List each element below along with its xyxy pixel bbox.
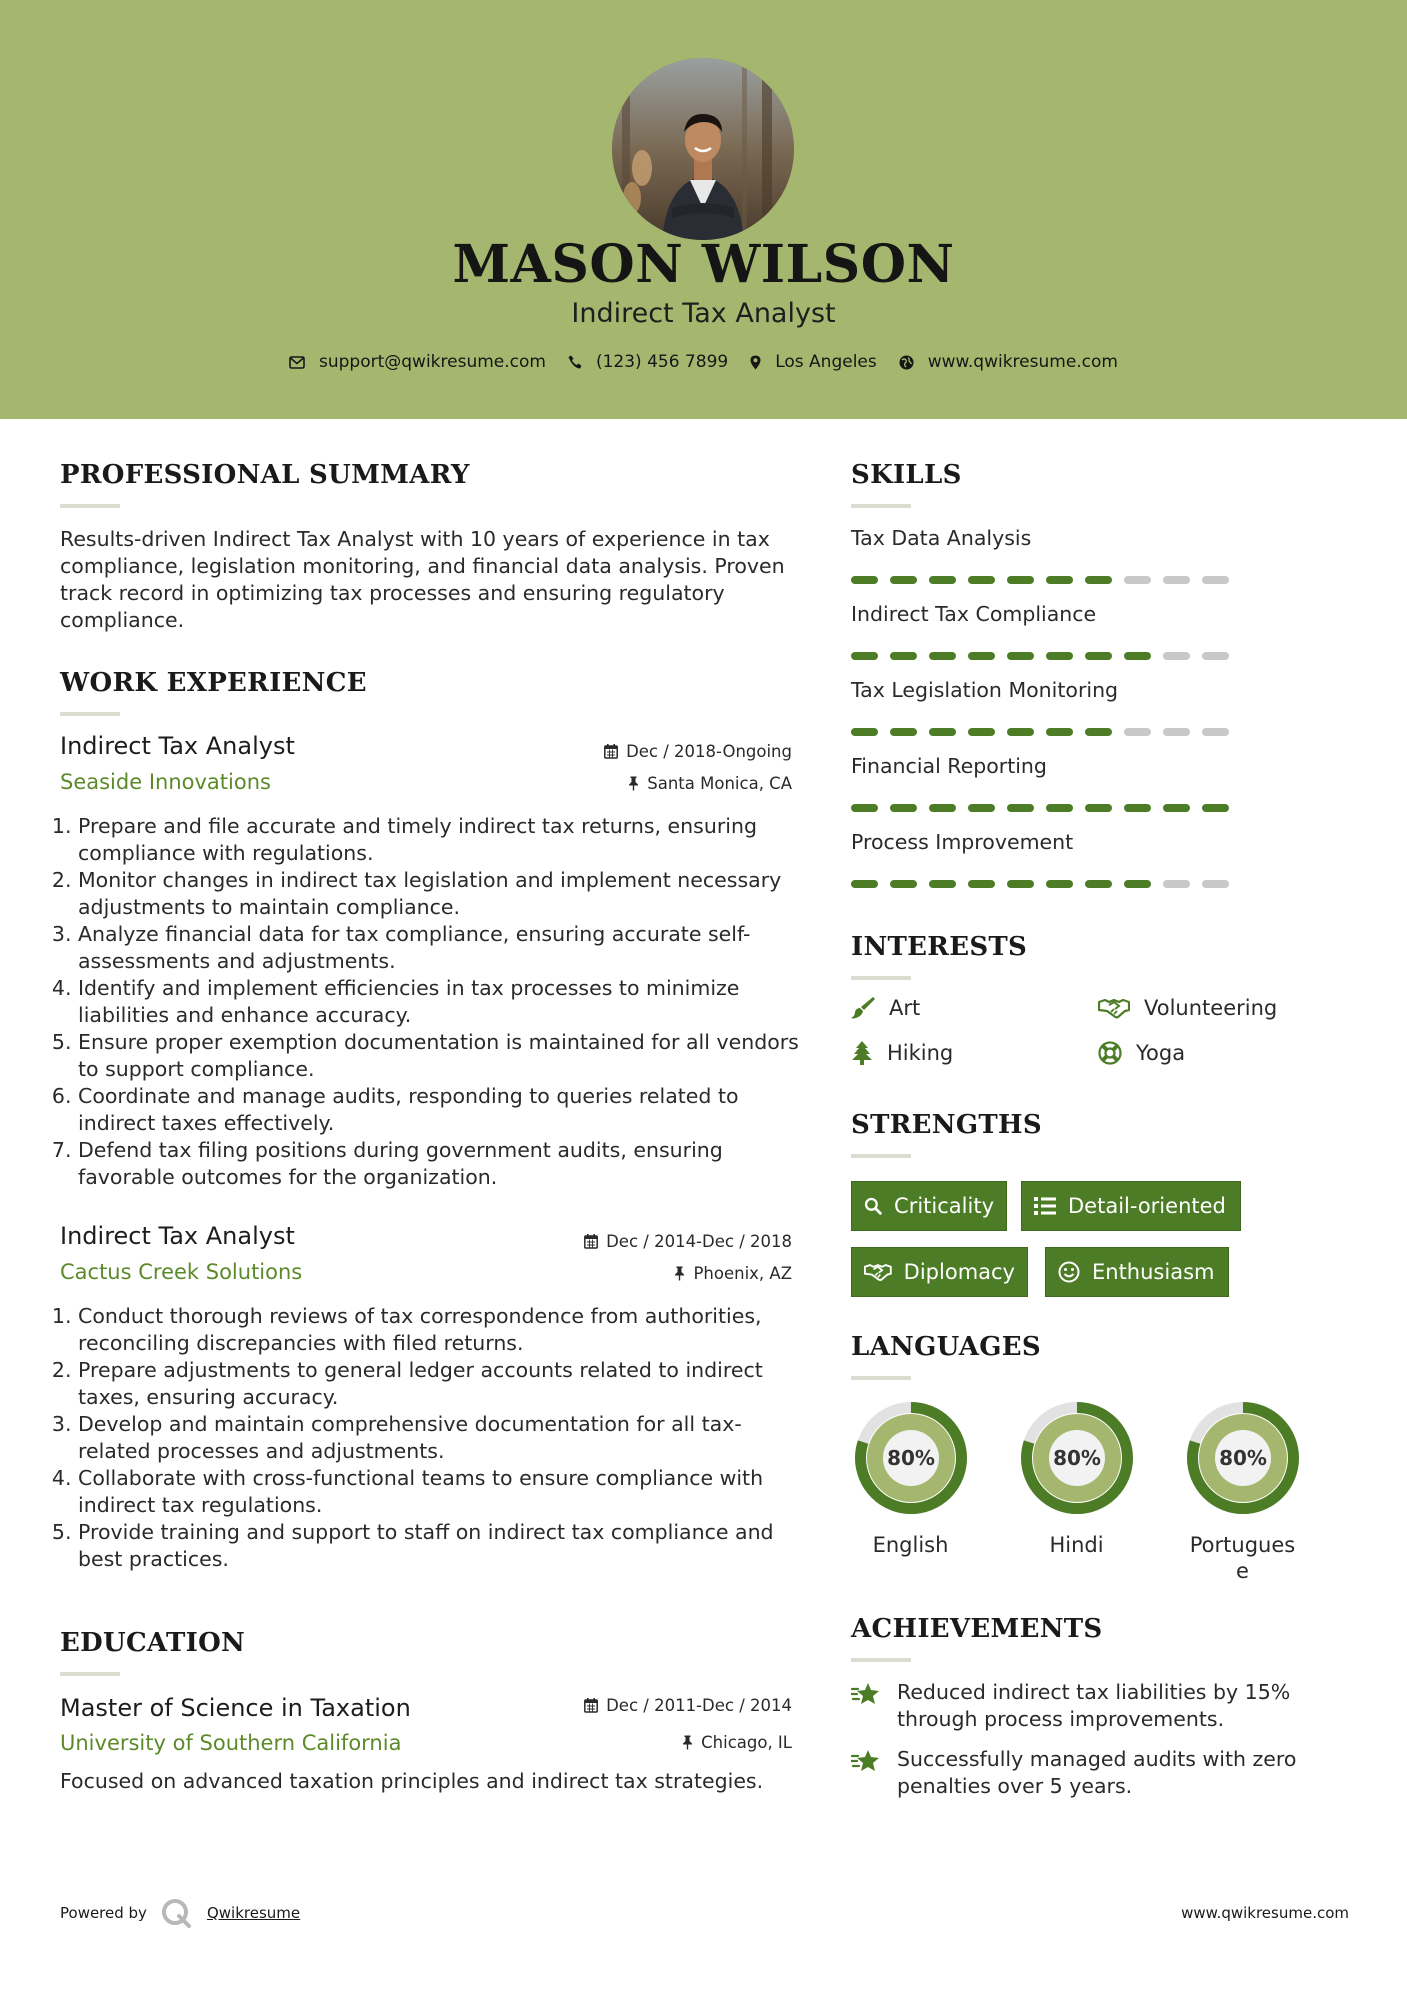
language-progress-ring	[849, 1396, 973, 1520]
job-bullet: 4. Identify and implement efficiencies in tax processes to minimize liabilities and enhance accuracy.	[78, 975, 808, 1029]
skill-rating-dash	[1124, 804, 1151, 812]
globe-icon	[899, 355, 914, 370]
skill-rating-dash	[1202, 880, 1229, 888]
paintbrush-icon	[851, 996, 875, 1020]
skill-rating-dash	[1046, 652, 1073, 660]
star-badge-icon	[851, 1748, 881, 1776]
skill-rating-dash	[1124, 728, 1151, 736]
contact-email[interactable]	[289, 352, 546, 372]
experience-divider	[60, 712, 120, 716]
map-marker-icon	[750, 355, 761, 370]
skill-rating	[851, 576, 1229, 584]
contact-website[interactable]	[899, 352, 1118, 372]
job-date-text: Dec / 2018-Ongoing	[626, 742, 792, 761]
pushpin-icon	[674, 1266, 685, 1281]
strength-label: Enthusiasm	[1092, 1260, 1215, 1284]
education-location-text: Chicago, IL	[701, 1733, 792, 1752]
skill-rating-dash	[968, 652, 995, 660]
job-bullets	[60, 1303, 808, 1573]
skill-rating-dash	[968, 880, 995, 888]
job-location-text: Santa Monica, CA	[647, 774, 792, 793]
experience-heading: WORK EXPERIENCE	[60, 668, 367, 698]
skill-name: Tax Legislation Monitoring	[851, 678, 1119, 702]
smile-icon	[1058, 1261, 1080, 1283]
job-location	[628, 774, 792, 793]
contact-location	[750, 352, 877, 372]
skill-rating-dash	[929, 804, 956, 812]
skill-rating-dash	[1046, 880, 1073, 888]
skill-rating-dash	[1007, 652, 1034, 660]
strength-chip	[1021, 1181, 1241, 1231]
header-banner	[0, 0, 1407, 419]
skill-rating	[851, 728, 1229, 736]
job-bullet: 4. Collaborate with cross-functional teams to ensure compliance with indirect tax regulations.	[78, 1465, 808, 1519]
handshake-icon	[864, 1262, 892, 1282]
footer-branding	[60, 1898, 300, 1928]
candidate-name: MASON WILSON	[452, 234, 955, 295]
qwikresume-link[interactable]: Qwikresume	[206, 1904, 301, 1922]
job-date	[604, 742, 792, 761]
strength-label: Detail-oriented	[1068, 1194, 1226, 1218]
job-bullet: 5. Ensure proper exemption documentation is maintained for all vendors to support compliance.	[78, 1029, 808, 1083]
skill-rating-dash	[929, 880, 956, 888]
language-progress-ring	[1181, 1396, 1305, 1520]
skill-rating-dash	[1124, 880, 1151, 888]
job-company: Cactus Creek Solutions	[60, 1260, 303, 1284]
contact-location-text: Los Angeles	[775, 352, 877, 372]
candidate-title: Indirect Tax Analyst	[571, 298, 836, 329]
achievements-divider	[851, 1658, 911, 1662]
strengths-heading: STRENGTHS	[851, 1110, 1042, 1140]
interest-label: Art	[889, 996, 921, 1020]
skill-rating-dash	[1202, 652, 1229, 660]
achievement-item	[851, 1746, 1311, 1800]
interest-label: Volunteering	[1144, 996, 1278, 1020]
skill-rating-dash	[1163, 804, 1190, 812]
job-location	[674, 1264, 792, 1283]
skill-rating-dash	[851, 804, 878, 812]
skill-rating-dash	[890, 880, 917, 888]
skill-rating-dash	[1007, 880, 1034, 888]
footer-website[interactable]: www.qwikresume.com	[1181, 1904, 1349, 1922]
languages-divider	[851, 1376, 911, 1380]
education-date-text: Dec / 2011-Dec / 2014	[606, 1696, 792, 1715]
skill-rating-dash	[1124, 576, 1151, 584]
skill-name: Indirect Tax Compliance	[851, 602, 1097, 626]
handshake-icon	[1098, 997, 1130, 1019]
skill-rating-dash	[851, 652, 878, 660]
strength-label: Criticality	[894, 1194, 994, 1218]
strength-chip	[851, 1181, 1007, 1231]
skill-rating-dash	[968, 576, 995, 584]
contact-phone[interactable]	[568, 352, 728, 372]
skill-rating-dash	[1046, 804, 1073, 812]
pushpin-icon	[682, 1735, 693, 1750]
skill-rating-dash	[1046, 576, 1073, 584]
education-date	[584, 1696, 792, 1715]
skill-name: Financial Reporting	[851, 754, 1047, 778]
skill-rating-dash	[1085, 728, 1112, 736]
interest-label: Hiking	[887, 1041, 954, 1065]
interest-label: Yoga	[1136, 1041, 1186, 1065]
languages-heading: LANGUAGES	[851, 1332, 1041, 1362]
skill-rating-dash	[1163, 652, 1190, 660]
skill-rating-dash	[929, 576, 956, 584]
skill-name: Process Improvement	[851, 830, 1074, 854]
skill-rating-dash	[1124, 652, 1151, 660]
contact-website-text: www.qwikresume.com	[927, 352, 1118, 372]
contact-email-text: support@qwikresume.com	[319, 352, 546, 372]
language-item	[1014, 1396, 1139, 1558]
achievements-heading: ACHIEVEMENTS	[851, 1614, 1103, 1644]
profile-photo	[612, 58, 794, 240]
skill-rating-dash	[1085, 652, 1112, 660]
interest-item	[851, 996, 920, 1020]
achievement-item	[851, 1679, 1311, 1733]
education-degree: Master of Science in Taxation	[60, 1694, 411, 1722]
tree-icon	[851, 1041, 873, 1065]
skills-divider	[851, 504, 911, 508]
job-bullet: 6. Coordinate and manage audits, responding to queries related to indirect taxes effectively.	[78, 1083, 808, 1137]
strength-chip	[1045, 1247, 1229, 1297]
interest-item	[1098, 1041, 1185, 1065]
job-bullet: 3. Analyze financial data for tax compliance, ensuring accurate self-assessments and adjustments.	[78, 921, 808, 975]
language-progress-ring	[1015, 1396, 1139, 1520]
job-bullet: 2. Prepare adjustments to general ledger accounts related to indirect taxes, ensuring accuracy.	[78, 1357, 808, 1411]
language-percent: 80%	[1052, 1446, 1101, 1470]
job-bullets	[60, 813, 808, 1191]
language-item	[1180, 1396, 1305, 1584]
skill-rating-dash	[1046, 728, 1073, 736]
job-company: Seaside Innovations	[60, 770, 271, 794]
contact-phone-text: (123) 456 7899	[595, 352, 729, 372]
qwikresume-logo-icon	[161, 1898, 193, 1928]
job-bullet: 1. Conduct thorough reviews of tax correspondence from authorities, reconciling discrepancies with filed returns.	[78, 1303, 808, 1357]
powered-by-label: Powered by	[60, 1904, 147, 1922]
skill-rating-dash	[1163, 576, 1190, 584]
job-location-text: Phoenix, AZ	[693, 1264, 792, 1283]
skill-rating-dash	[968, 728, 995, 736]
education-divider	[60, 1672, 120, 1676]
language-percent: 80%	[886, 1446, 935, 1470]
skill-rating-dash	[1202, 728, 1229, 736]
strengths-divider	[851, 1154, 911, 1158]
education-text: Focused on advanced taxation principles and indirect tax strategies.	[60, 1769, 764, 1793]
education-heading: EDUCATION	[60, 1628, 246, 1658]
summary-heading: PROFESSIONAL SUMMARY	[60, 460, 470, 490]
language-percent: 80%	[1218, 1446, 1267, 1470]
summary-divider	[60, 504, 120, 508]
language-name: English	[872, 1533, 949, 1557]
education-location	[682, 1733, 792, 1752]
lifebuoy-icon	[1098, 1041, 1122, 1065]
job-title: Indirect Tax Analyst	[60, 732, 295, 760]
language-name: Portuguese	[1189, 1533, 1296, 1583]
job-date-text: Dec / 2014-Dec / 2018	[606, 1232, 792, 1251]
search-icon	[864, 1195, 882, 1217]
skill-rating-dash	[1085, 576, 1112, 584]
calendar-icon	[584, 1698, 598, 1713]
strength-label: Diplomacy	[903, 1260, 1015, 1284]
skill-rating-dash	[1163, 728, 1190, 736]
calendar-icon	[584, 1234, 598, 1249]
skill-rating-dash	[1085, 880, 1112, 888]
skill-rating-dash	[1007, 804, 1034, 812]
language-name: Hindi	[1049, 1533, 1104, 1557]
achievement-text: Reduced indirect tax liabilities by 15% through process improvements.	[897, 1680, 1291, 1731]
skill-rating-dash	[929, 652, 956, 660]
phone-icon	[568, 355, 582, 369]
job-bullet: 5. Provide training and support to staff on indirect tax compliance and best practices.	[78, 1519, 808, 1573]
skill-rating-dash	[851, 728, 878, 736]
skill-rating-dash	[968, 804, 995, 812]
interests-divider	[851, 976, 911, 980]
contact-bar	[0, 352, 1407, 372]
strength-chip	[851, 1247, 1028, 1297]
skill-rating-dash	[851, 576, 878, 584]
skill-rating-dash	[1007, 728, 1034, 736]
job-bullet: 1. Prepare and file accurate and timely indirect tax returns, ensuring compliance with regulations.	[78, 813, 808, 867]
language-item	[848, 1396, 973, 1558]
skill-rating-dash	[890, 576, 917, 584]
calendar-icon	[604, 744, 618, 759]
skill-rating-dash	[890, 652, 917, 660]
skill-rating-dash	[1163, 880, 1190, 888]
star-badge-icon	[851, 1681, 881, 1709]
skill-rating-dash	[851, 880, 878, 888]
skill-rating-dash	[1085, 804, 1112, 812]
skill-rating-dash	[1202, 804, 1229, 812]
job-bullet: 3. Develop and maintain comprehensive documentation for all tax-related processes and adjustments.	[78, 1411, 808, 1465]
achievement-text: Successfully managed audits with zero penalties over 5 years.	[897, 1747, 1297, 1798]
skill-rating	[851, 880, 1229, 888]
envelope-icon	[289, 356, 305, 369]
job-bullet: 7. Defend tax filing positions during government audits, ensuring favorable outcomes for the organization.	[78, 1137, 808, 1191]
interest-item	[1098, 996, 1277, 1020]
job-title: Indirect Tax Analyst	[60, 1222, 295, 1250]
education-school: University of Southern California	[60, 1731, 402, 1755]
skill-rating-dash	[890, 728, 917, 736]
pushpin-icon	[628, 776, 639, 791]
job-date	[584, 1232, 792, 1251]
list-icon	[1034, 1197, 1056, 1215]
job-bullet: 2. Monitor changes in indirect tax legislation and implement necessary adjustments to maintain compliance.	[78, 867, 808, 921]
interest-item	[851, 1041, 953, 1065]
skill-rating	[851, 804, 1229, 812]
skill-rating	[851, 652, 1229, 660]
skills-heading: SKILLS	[851, 460, 962, 490]
skill-name: Tax Data Analysis	[851, 526, 1032, 550]
interests-heading: INTERESTS	[851, 932, 1028, 962]
skill-rating-dash	[890, 804, 917, 812]
skill-rating-dash	[1202, 576, 1229, 584]
skill-rating-dash	[1007, 576, 1034, 584]
summary-text: Results-driven Indirect Tax Analyst with 10 years of experience in tax compliance, legislation monitoring, and financial data analysis. Proven track record in optimizing tax processes and ensuring regulatory compliance.	[60, 527, 785, 632]
skill-rating-dash	[929, 728, 956, 736]
